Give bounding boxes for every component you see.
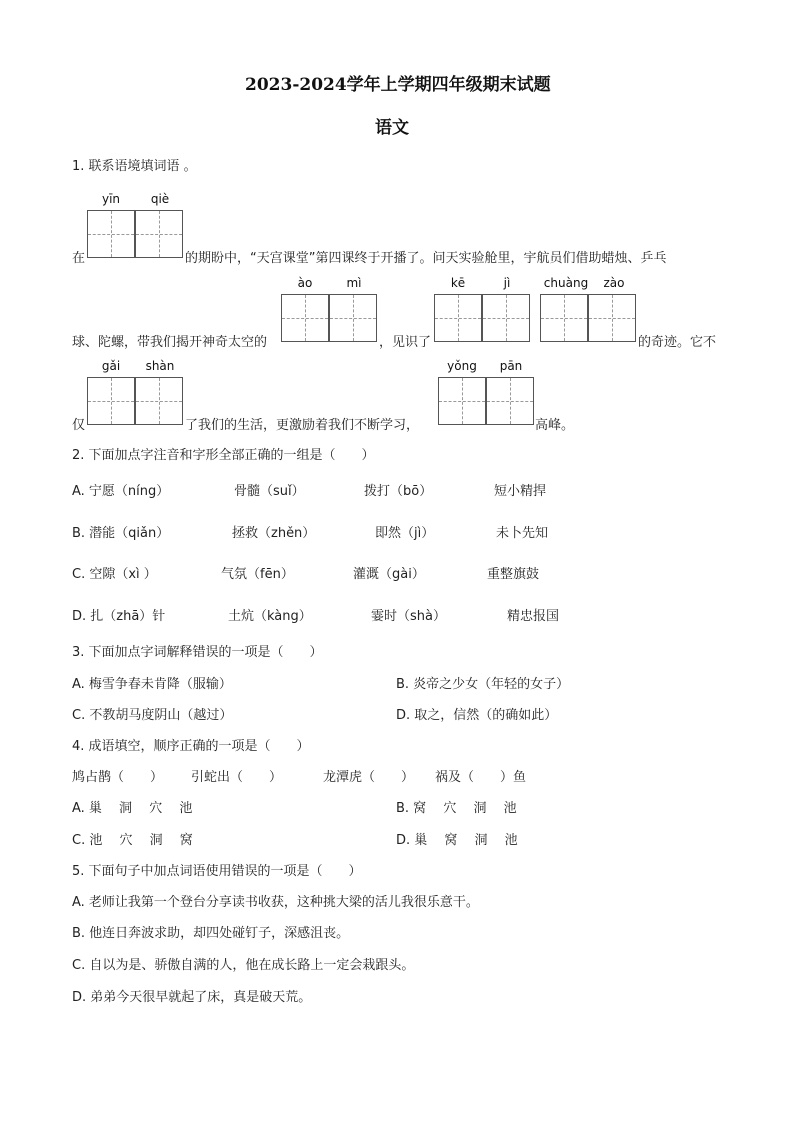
q1-text: 的期盼中，“天宫课堂”第四课终于开播了。问天实验舱里，宇航员们借助蜡烛、乒乓 (185, 251, 667, 266)
q2-option: 拯救（zhěn） (232, 526, 316, 541)
q2-option: A. 宁愿（níng） (72, 484, 170, 499)
answer-grid[interactable] (329, 294, 377, 342)
answer-grid[interactable] (135, 210, 183, 258)
answer-grid[interactable] (434, 294, 482, 342)
q4-option-d: D. 巢 窝 洞 池 (396, 833, 518, 848)
pinyin: gǎi (101, 359, 121, 373)
q2-option: 气氛（fēn） (221, 567, 294, 582)
q1-text: 在 (72, 251, 86, 266)
pinyin: pān (499, 359, 523, 373)
answer-grid[interactable] (87, 210, 135, 258)
pinyin: qiè (150, 192, 170, 206)
q3-option-b: B. 炎帝之少女（年轻的女子） (396, 677, 570, 692)
q1-text: ，见识了 (379, 335, 432, 350)
q3-option-d: D. 取之，信然（的确如此） (396, 708, 558, 723)
q2-stem: 2. 下面加点字注音和字形全部正确的一组是（ ） (72, 448, 375, 463)
q1-text: 仅 (72, 418, 86, 433)
q1-text: 的奇迹。它不 (638, 335, 717, 350)
q2-option: 霎时（shà） (371, 609, 446, 624)
pinyin: jì (503, 276, 511, 290)
q4-blank: 鸠占鹊（ ） (72, 770, 164, 785)
pinyin: shàn (145, 359, 175, 373)
q5-option-c: C. 自以为是、骄傲自满的人，他在成长路上一定会栽跟头。 (72, 958, 415, 973)
answer-grid[interactable] (588, 294, 636, 342)
q1-text: 高峰。 (535, 418, 575, 433)
pinyin: kē (450, 276, 466, 290)
q4-blank: 龙潭虎（ ） (323, 770, 415, 785)
pinyin: mì (346, 276, 362, 290)
answer-grid[interactable] (87, 377, 135, 425)
pinyin: yǒng (447, 359, 477, 373)
q2-option: 土炕（kàng） (228, 609, 312, 624)
answer-grid[interactable] (135, 377, 183, 425)
pinyin: ào (297, 276, 313, 290)
q4-option-a: A. 巢 洞 穴 池 (72, 801, 193, 816)
pinyin: zào (603, 276, 625, 290)
q5-option-d: D. 弟弟今天很早就起了床，真是破天荒。 (72, 990, 312, 1005)
answer-grid[interactable] (482, 294, 530, 342)
q4-stem: 4. 成语填空，顺序正确的一项是（ ） (72, 739, 310, 754)
q1-stem: 1. 联系语境填词语 。 (72, 159, 197, 174)
q4-option-b: B. 窝 穴 洞 池 (396, 801, 517, 816)
answer-grid[interactable] (438, 377, 486, 425)
exam-title: 2023-2024学年上学期四年级期末试题 (245, 75, 551, 95)
answer-grid[interactable] (540, 294, 588, 342)
q4-blank: 引蛇出（ ） (191, 770, 283, 785)
q2-option: C. 空隙（xì ） (72, 567, 157, 582)
subject-title: 语文 (375, 118, 409, 138)
answer-grid[interactable] (486, 377, 534, 425)
q3-stem: 3. 下面加点字词解释错误的一项是（ ） (72, 645, 323, 660)
pinyin: chuàng (543, 276, 589, 290)
q5-option-b: B. 他连日奔波求助，却四处碰钉子，深感沮丧。 (72, 926, 350, 941)
pinyin: yīn (101, 192, 121, 206)
q4-option-c: C. 池 穴 洞 窝 (72, 833, 193, 848)
q1-text: 了我们的生活，更激励着我们不断学习， (185, 418, 420, 433)
q3-option-c: C. 不教胡马度阴山（越过） (72, 708, 233, 723)
q2-option: 精忠报国 (507, 609, 560, 624)
q2-option: 即然（jì） (375, 526, 435, 541)
q2-option: 灌溉（gài） (353, 567, 425, 582)
q2-option: 重整旗鼓 (487, 567, 540, 582)
q2-option: 短小精捍 (494, 484, 547, 499)
q2-option: 拨打（bō） (364, 484, 433, 499)
q5-option-a: A. 老师让我第一个登台分享读书收获，这种挑大梁的活儿我很乐意干。 (72, 895, 479, 910)
q5-stem: 5. 下面句子中加点词语使用错误的一项是（ ） (72, 864, 362, 879)
answer-grid[interactable] (281, 294, 329, 342)
q2-option: D. 扎（zhā）针 (72, 609, 166, 624)
q4-blank: 祸及（ ）鱼 (435, 770, 527, 785)
q2-option: 骨髓（suǐ） (234, 484, 305, 499)
q3-option-a: A. 梅雪争春未肯降（服输） (72, 677, 232, 692)
q2-option: B. 潜能（qiǎn） (72, 526, 170, 541)
q1-text: 球、陀螺，带我们揭开神奇太空的 (72, 335, 268, 350)
q2-option: 未卜先知 (496, 526, 549, 541)
